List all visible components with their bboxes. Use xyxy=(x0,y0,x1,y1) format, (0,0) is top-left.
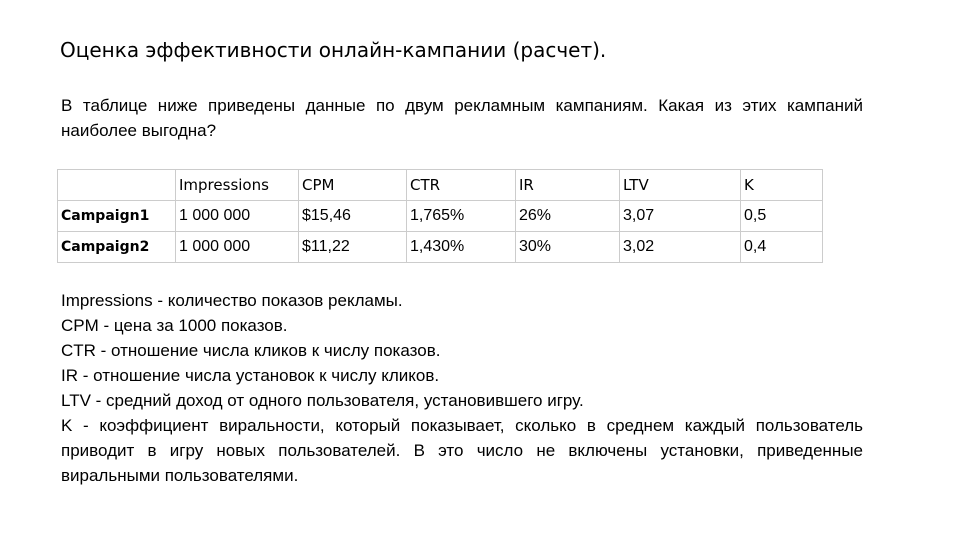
table-cell: 3,07 xyxy=(620,201,741,232)
table-cell: $11,22 xyxy=(299,232,407,263)
table-row xyxy=(58,232,823,263)
table-header-cpm: CPM xyxy=(299,170,407,201)
table-header-ltv: LTV xyxy=(620,170,741,201)
table-cell: $15,46 xyxy=(299,201,407,232)
table-header-k: K xyxy=(741,170,823,201)
table-header-ctr: CTR xyxy=(407,170,516,201)
table-header-ir: IR xyxy=(516,170,620,201)
row-label-campaign1: Campaign1 xyxy=(58,201,176,232)
definition-k: K - коэффициент виральности, который показывает, сколько в среднем каждый пользователь приводит в игру новых пользователей. В это число не включены установки, приведенные виральными пользователями. xyxy=(61,416,863,485)
table-cell: 1 000 000 xyxy=(176,201,299,232)
campaign-table xyxy=(57,169,823,263)
definition-ctr: CTR - отношение числа кликов к числу показов. xyxy=(61,341,441,360)
definition-ltv: LTV - средний доход от одного пользователя, установившего игру. xyxy=(61,391,584,410)
table-header-row xyxy=(58,170,823,201)
definition-impressions: Impressions - количество показов рекламы. xyxy=(61,291,403,310)
table-header-impressions: Impressions xyxy=(176,170,299,201)
table-header-empty xyxy=(58,170,176,201)
table-row xyxy=(58,201,823,232)
table-cell: 1,765% xyxy=(407,201,516,232)
intro-text: В таблице ниже приведены данные по двум рекламным кампаниям. Какая из этих кампаний наиболее выгодна? xyxy=(61,96,863,140)
table-cell: 1 000 000 xyxy=(176,232,299,263)
table-cell: 26% xyxy=(516,201,620,232)
row-label-campaign2: Campaign2 xyxy=(58,232,176,263)
definition-cpm: CPM - цена за 1000 показов. xyxy=(61,316,288,335)
table-cell: 1,430% xyxy=(407,232,516,263)
page-title: Оценка эффективности онлайн-кампании (расчет). xyxy=(60,38,607,62)
definitions-list xyxy=(61,288,863,488)
table-cell: 30% xyxy=(516,232,620,263)
table-cell: 0,5 xyxy=(741,201,823,232)
table-cell: 3,02 xyxy=(620,232,741,263)
definition-ir: IR - отношение числа установок к числу кликов. xyxy=(61,366,440,385)
table-cell: 0,4 xyxy=(741,232,823,263)
